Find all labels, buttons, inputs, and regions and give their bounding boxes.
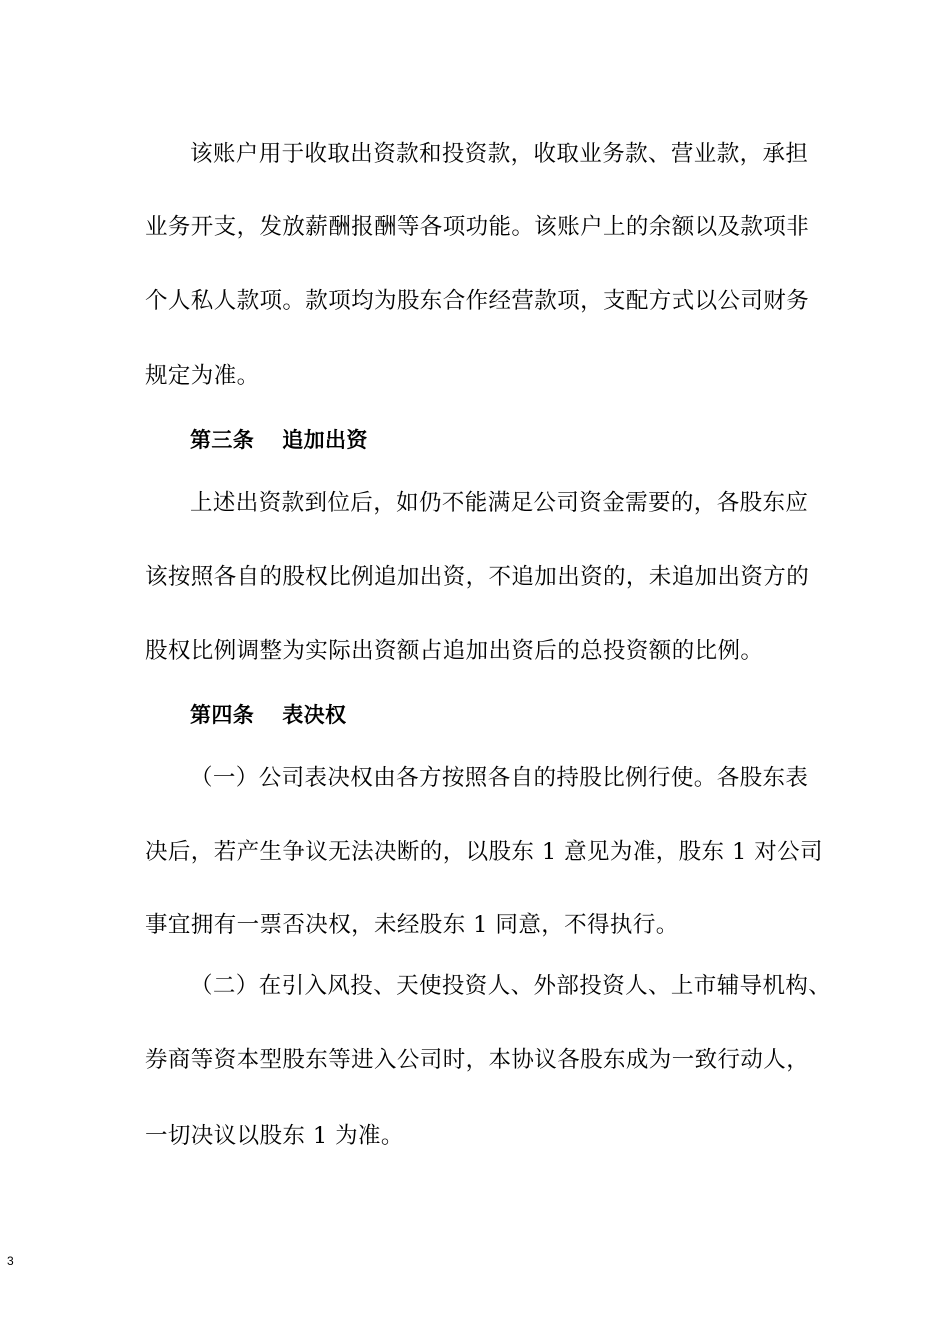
paragraph-line: 上述出资款到位后，如仍不能满足公司资金需要的，各股东应 xyxy=(190,490,809,516)
section-heading-3 xyxy=(190,425,368,455)
paragraph-line: 股权比例调整为实际出资额占追加出资后的总投资额的比例。 xyxy=(145,638,764,664)
paragraph-line: （二）在引入风投、天使投资人、外部投资人、上市辅导机构、 xyxy=(190,973,832,999)
section-title: 表决权 xyxy=(282,703,347,727)
section-number: 第三条 xyxy=(190,428,255,452)
paragraph-line: 该账户用于收取出资款和投资款，收取业务款、营业款，承担 xyxy=(190,141,809,167)
section-heading-4 xyxy=(190,700,346,730)
paragraph-line: 该按照各自的股权比例追加出资，不追加出资的，未追加出资方的 xyxy=(145,564,810,590)
section-number: 第四条 xyxy=(190,703,255,727)
paragraph-line: 个人私人款项。款项均为股东合作经营款项，支配方式以公司财务 xyxy=(145,288,810,314)
paragraph-line: 决后，若产生争议无法决断的，以股东 1 意见为准，股东 1 对公司 xyxy=(145,839,823,865)
page-number: 3 xyxy=(7,1254,14,1268)
paragraph-line: 规定为准。 xyxy=(145,363,260,389)
paragraph-line: 券商等资本型股东等进入公司时，本协议各股东成为一致行动人， xyxy=(145,1047,810,1073)
paragraph-line: 业务开支，发放薪酬报酬等各项功能。该账户上的余额以及款项非 xyxy=(145,214,810,240)
paragraph-line: 一切决议以股东 1 为准。 xyxy=(145,1123,404,1149)
paragraph-line: （一）公司表决权由各方按照各自的持股比例行使。各股东表 xyxy=(190,765,809,791)
section-title: 追加出资 xyxy=(282,428,368,452)
paragraph-line: 事宜拥有一票否决权，未经股东 1 同意，不得执行。 xyxy=(145,912,679,938)
